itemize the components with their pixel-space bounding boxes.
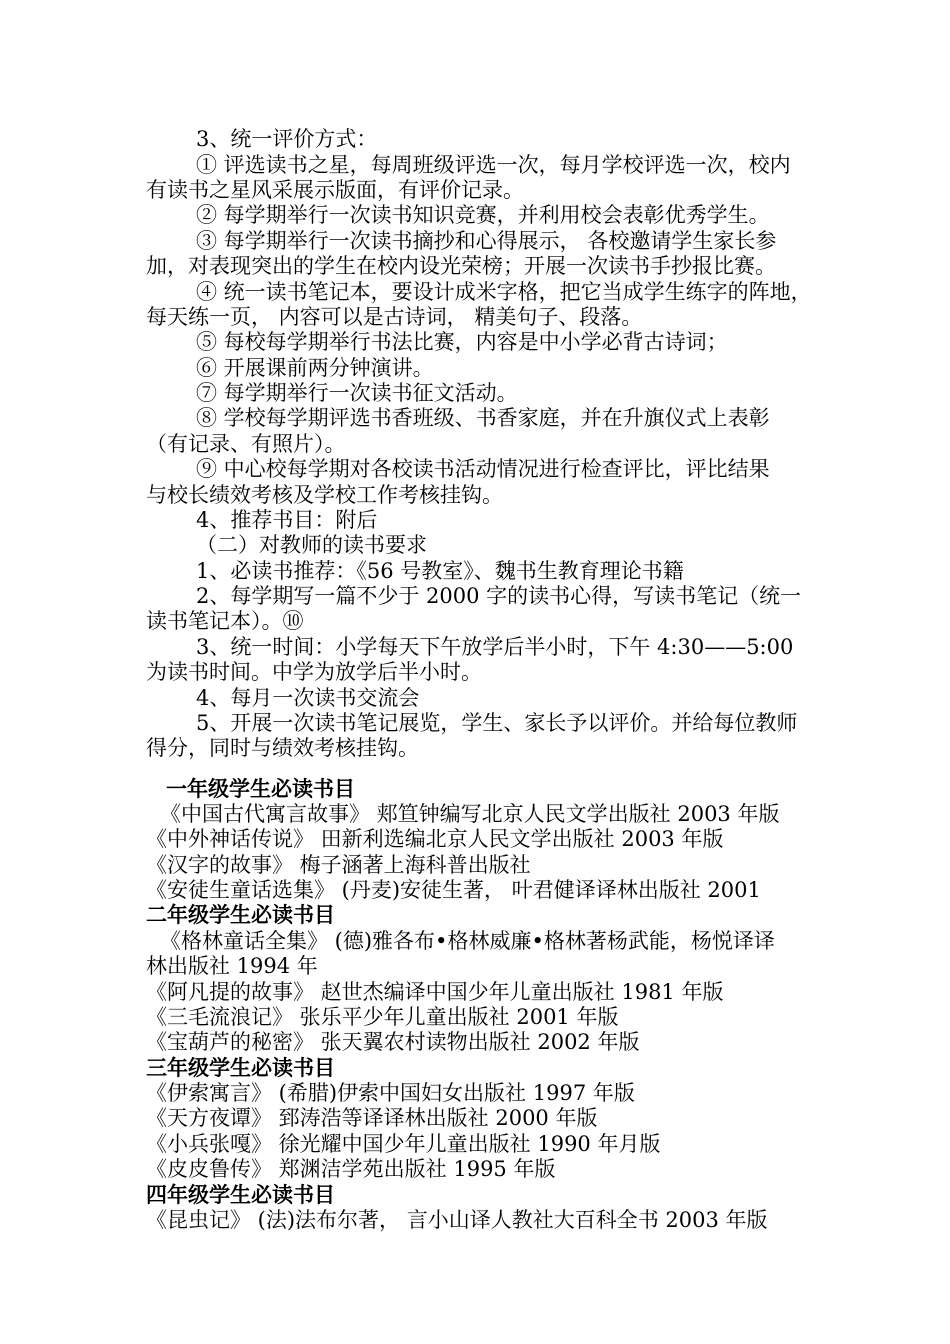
text-line: 1、必读书推荐：《56 号教室》、魏书生教育理论书籍 — [196, 559, 684, 583]
text-line: ① 评选读书之星，每周班级评选一次，每月学校评选一次，校内 — [196, 153, 791, 177]
text-line: ④ 统一读书笔记本，要设计成米字格，把它当成学生练字的阵地， — [196, 280, 812, 304]
text-line: 2、每学期写一篇不少于 2000 字的读书心得，写读书笔记（统一 — [196, 584, 802, 608]
book-entry: 《伊索寓言》 (希腊)伊索中国妇女出版社 1997 年版 — [146, 1081, 635, 1105]
text-line: ③ 每学期举行一次读书摘抄和心得展示， 各校邀请学生家长参 — [196, 229, 777, 253]
book-entry: 《昆虫记》 (法)法布尔著， 言小山译人教社大百科全书 2003 年版 — [146, 1208, 768, 1232]
text-line: （有记录、有照片）。 — [146, 432, 346, 456]
text-line: 4、每月一次读书交流会 — [196, 686, 420, 710]
section-heading: 一年级学生必读书目 — [166, 776, 355, 801]
section-heading: 三年级学生必读书目 — [146, 1055, 335, 1080]
book-entry: 《天方夜谭》 郅涛浩等译译林出版社 2000 年版 — [146, 1106, 598, 1130]
text-line: 为读书时间。中学为放学后半小时。 — [146, 660, 482, 684]
text-line: 读书笔记本）。⑩ — [146, 609, 304, 633]
section-heading: 二年级学生必读书目 — [146, 902, 335, 927]
text-line: 3、统一时间：小学每天下午放学后半小时，下午 4:30——5:00 — [196, 635, 794, 659]
text-line: ⑨ 中心校每学期对各校读书活动情况进行检查评比，评比结果 — [196, 457, 770, 481]
text-line: 3、统一评价方式： — [196, 127, 378, 151]
text-line: 每天练一页， 内容可以是古诗词， 精美句子、段落。 — [146, 305, 643, 329]
book-entry: 林出版社 1994 年 — [146, 954, 318, 978]
text-line: 与校长绩效考核及学校工作考核挂钩。 — [146, 483, 503, 507]
text-line: ⑦ 每学期举行一次读书征文活动。 — [196, 381, 518, 405]
book-entry: 《汉字的故事》 梅子涵著上海科普出版社 — [146, 853, 531, 877]
text-line: 有读书之星风采展示版面，有评价记录。 — [146, 178, 524, 202]
text-line: 加，对表现突出的学生在校内设光荣榜；开展一次读书手抄报比赛。 — [146, 254, 776, 278]
book-entry: 《皮皮鲁传》 郑渊洁学苑出版社 1995 年版 — [146, 1157, 556, 1181]
book-entry: 《宝葫芦的秘密》 张天翼农村读物出版社 2002 年版 — [146, 1030, 640, 1054]
book-entry: 《中国古代寓言故事》 郏笪钟编写北京人民文学出版社 2003 年版 — [160, 802, 780, 826]
book-entry: 《三毛流浪记》 张乐平少年儿童出版社 2001 年版 — [146, 1005, 619, 1029]
book-entry: 《中外神话传说》 田新利选编北京人民文学出版社 2003 年版 — [146, 827, 724, 851]
text-line: 得分，同时与绩效考核挂钩。 — [146, 736, 419, 760]
book-entry: 《阿凡提的故事》 赵世杰编译中国少年儿童出版社 1981 年版 — [146, 980, 724, 1004]
book-entry: 《安徒生童话选集》 (丹麦)安徒生著， 叶君健译译林出版社 2001 — [146, 878, 761, 902]
text-line: ⑥ 开展课前两分钟演讲。 — [196, 356, 434, 380]
text-line: ⑤ 每校每学期举行书法比赛，内容是中小学必背古诗词； — [196, 330, 728, 354]
section-heading: 四年级学生必读书目 — [146, 1182, 335, 1207]
text-line: （二）对教师的读书要求 — [196, 533, 427, 557]
text-line: 5、开展一次读书笔记展览，学生、家长予以评价。并给每位教师 — [196, 711, 798, 735]
text-line: ⑧ 学校每学期评选书香班级、书香家庭，并在升旗仪式上表彰 — [196, 406, 770, 430]
book-entry: 《格林童话全集》 (德)雅各布•格林威廉•格林著杨武能，杨悦译译 — [160, 929, 775, 953]
text-line: ② 每学期举行一次读书知识竞赛，并利用校会表彰优秀学生。 — [196, 203, 770, 227]
book-entry: 《小兵张嘎》 徐光耀中国少年儿童出版社 1990 年月版 — [146, 1132, 661, 1156]
text-line: 4、推荐书目：附后 — [196, 508, 378, 532]
